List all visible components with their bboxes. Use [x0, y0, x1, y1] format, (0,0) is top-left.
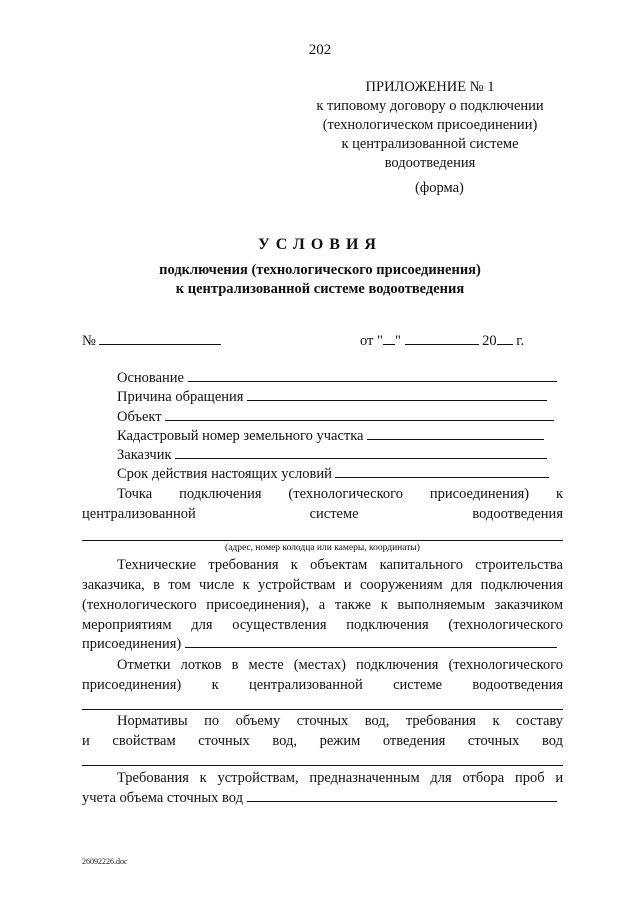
technical-line-3: (технологического присоединения), а также к выполняемым заказчиком — [82, 597, 564, 613]
marks-input-line[interactable] — [82, 709, 563, 710]
customer-field — [117, 447, 547, 464]
appendix-title: ПРИЛОЖЕНИЕ № 1 — [365, 79, 495, 95]
basis-label: Основание — [117, 370, 184, 386]
norms-line-2: и свойствам сточных вод, режим отведения сточных вод — [82, 733, 564, 749]
sampling-input-line[interactable] — [247, 801, 557, 802]
marks-line-2: присоединения) к централизованной системе водоотведения — [82, 677, 564, 693]
document-id: 26092226.doc — [82, 857, 128, 866]
connection-point-line-1: Точка подключения (технологического присоединения) к — [117, 486, 564, 502]
form-label: (форма) — [415, 180, 464, 196]
page-number: 202 — [308, 42, 332, 58]
appendix-line: водоотведения — [384, 155, 476, 171]
appendix-line: (технологическом присоединении) — [322, 117, 538, 133]
sampling-line-1: Требования к устройствам, предназначенным для отбора проб и — [117, 770, 564, 786]
cadastral-field — [117, 428, 544, 445]
validity-input-line[interactable] — [335, 477, 549, 478]
document-subtitle-1: подключения (технологического присоединения) — [159, 262, 481, 278]
month-input-line[interactable] — [405, 344, 479, 345]
reason-input-line[interactable] — [247, 400, 547, 401]
date-from-label: от " — [360, 333, 383, 349]
sampling-line-2: учета объема сточных вод — [82, 790, 557, 807]
date-field: от " " 20 г. — [360, 333, 525, 349]
year-input-line[interactable] — [497, 344, 513, 345]
connection-point-caption: (адрес, номер колодца или камеры, координаты) — [225, 543, 420, 553]
norms-input-line[interactable] — [82, 765, 563, 766]
appendix-line: к типовому договору о подключении — [316, 98, 544, 114]
connection-point-input-line[interactable] — [82, 540, 563, 541]
validity-label: Срок действия настоящих условий — [117, 466, 332, 482]
cadastral-input-line[interactable] — [367, 439, 544, 440]
appendix-header — [300, 78, 560, 173]
marks-line-1: Отметки лотков в месте (местах) подключения (технологического — [117, 657, 564, 673]
technical-line-2: заказчика, в том числе к устройствам и сооружениям для подключения — [82, 577, 564, 593]
cadastral-label: Кадастровый номер земельного участка — [117, 428, 364, 444]
validity-field — [117, 466, 549, 483]
object-field — [117, 409, 554, 426]
basis-field — [117, 370, 557, 387]
customer-label: Заказчик — [117, 447, 172, 463]
norms-line-1: Нормативы по объему сточных вод, требования к составу — [117, 713, 564, 729]
technical-line-1: Технические требования к объектам капитального строительства — [117, 557, 563, 573]
reason-field — [117, 389, 547, 406]
object-input-line[interactable] — [165, 420, 554, 421]
technical-line-5: присоединения) — [82, 636, 557, 653]
number-input-line[interactable] — [99, 344, 221, 345]
day-input-line[interactable] — [383, 344, 395, 345]
technical-input-line[interactable] — [185, 647, 557, 648]
number-label: № — [82, 333, 96, 349]
document-subtitle-2: к централизованной системе водоотведения — [175, 281, 465, 297]
number-field — [82, 333, 221, 350]
year-suffix: г. — [516, 333, 525, 349]
document-title: УСЛОВИЯ — [258, 236, 382, 253]
technical-line-4: мероприятиям для осуществления подключения (технологического — [82, 617, 564, 633]
basis-input-line[interactable] — [188, 381, 557, 382]
year-prefix: 20 — [482, 333, 497, 349]
object-label: Объект — [117, 409, 162, 425]
customer-input-line[interactable] — [175, 458, 547, 459]
reason-label: Причина обращения — [117, 389, 244, 405]
appendix-line: к централизованной системе — [341, 136, 519, 152]
connection-point-line-2: централизованной системе водоотведения — [82, 506, 563, 522]
